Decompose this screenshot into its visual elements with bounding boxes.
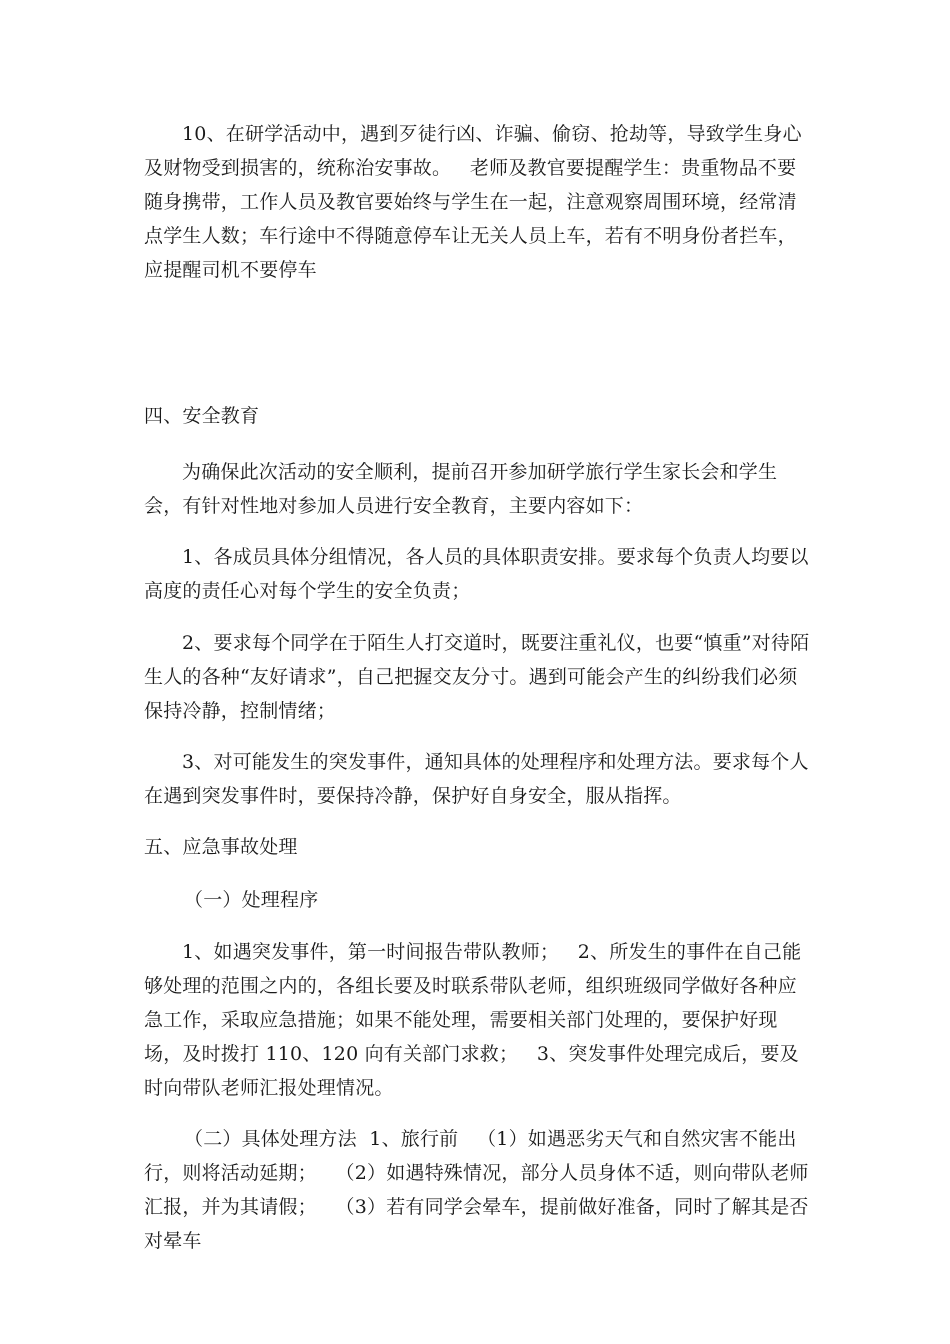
section-heading-safety-education: 四、安全教育 [144,405,260,427]
paragraph-education-item-1: 1、各成员具体分组情况，各人员的具体职责安排。要求每个负责人均要以高度的责任心对每个学生的安全负责； [144,546,809,602]
paragraph-safety-education-intro: 为确保此次活动的安全顺利，提前召开参加研学旅行学生家长会和学生会，有针对性地对参加人员进行安全教育，主要内容如下： [144,461,778,517]
section-heading-emergency: 五、应急事故处理 [144,836,298,858]
paragraph-security-incident: 10、在研学活动中，遇到歹徒行凶、诈骗、偷窃、抢劫等，导致学生身心及财物受到损害的，统称治安事故。 老师及教官要提醒学生：贵重物品不要随身携带，工作人员及教官要始终与学生在一起，注意观察周围环境，经常清点学生人数；车行途中不得随意停车让无关人员上车，若有不明身份者拦车，应提醒司机不要停车 [144,123,802,281]
subheading-procedure: （一）处理程序 [184,889,319,911]
paragraph-specific-methods: （二）具体处理方法 1、旅行前 （1）如遇恶劣天气和自然灾害不能出行，则将活动延期； （2）如遇特殊情况，部分人员身体不适，则向带队老师汇报，并为其请假； （3）若有同学会晕车，提前做好准备，同时了解其是否对晕车 [144,1128,809,1252]
paragraph-procedure: 1、如遇突发事件，第一时间报告带队教师； 2、所发生的事件在自己能够处理的范围之内的，各组长要及时联系带队老师，组织班级同学做好各种应急工作，采取应急措施；如果不能处理，需要相关部门处理的，要保护好现场，及时拨打 110、120 向有关部门求救； 3、突发事件处理完成后，要及时向带队老师汇报处理情况。 [144,941,802,1099]
paragraph-education-item-2: 2、要求每个同学在于陌生人打交道时，既要注重礼仪，也要“慎重”对待陌生人的各种“友好请求”，自己把握交友分寸。遇到可能会产生的纠纷我们必须保持冷静，控制情绪； [144,632,810,722]
paragraph-education-item-3: 3、对可能发生的突发事件，通知具体的处理程序和处理方法。要求每个人在遇到突发事件时，要保持冷静，保护好自身安全，服从指挥。 [144,751,809,807]
